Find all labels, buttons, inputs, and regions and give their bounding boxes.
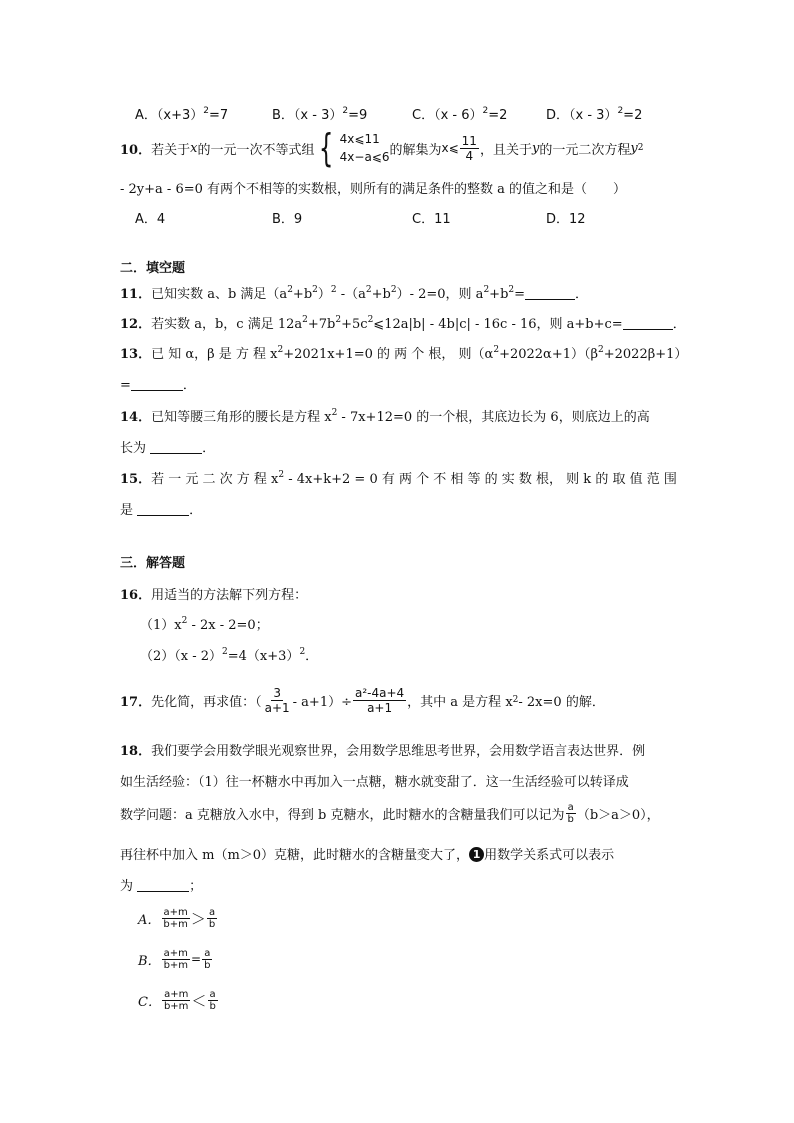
question-18-line1: 18．我们要学会用数学眼光观察世界，会用数学思维思考世界，会用数学语言表达世界．例	[120, 744, 646, 759]
answer-blank[interactable]	[150, 441, 202, 454]
q9-option-b: B．（x - 3）$^2$=9	[272, 106, 368, 123]
question-12: 12．若实数 a，b，c 满足 $12a^2+7b^2+5c^2⩽12a|b| - 4b|c| - 16c - 16$，则 a+b+c= ．	[120, 315, 686, 332]
question-15-line2: 是 ．	[120, 503, 203, 518]
fraction-a2-4a-4-over-a-plus-1: $\frac{\text{a²-4a+4}}{a+1}$	[355, 685, 405, 715]
fraction-a-plus-m-over-b-plus-m: $\frac{a+m}{b+m}$	[163, 906, 188, 930]
fraction-a-plus-m-over-b-plus-m: $\frac{a+m}{b+m}$	[163, 988, 189, 1012]
fraction-a-over-b: $\frac{a}{b}$	[567, 801, 574, 825]
question-17: 17． 先化简，再求值：（ $\frac{3}{a+1}$ - a+1）÷ $\frac{\text{a²-4a+4}}{a+1}$ ，其中 a 是方程 x 2 - 2x=0 的解．	[120, 685, 605, 715]
fraction-a-plus-m-over-b-plus-m: $\frac{a+m}{b+m}$	[163, 947, 189, 971]
question-11: 11．已知实数 a、b 满足$(a^2+b^2)^2$ $-(a^2+b^2)-$ 2=0，则 $a^2+b^2=$ ．	[120, 285, 589, 302]
answer-blank[interactable]	[525, 287, 575, 300]
section-heading-fill-blank: 二．填空题	[120, 261, 186, 276]
question-16: 16．用适当的方法解下列方程：	[120, 588, 308, 603]
question-18-line2: 如生活经验：（1）往一杯糖水中再加入一点糖，糖水就变甜了．这一生活经验可以转译成	[120, 775, 629, 790]
inequality-system: { 4x⩽11 4x−a⩽6	[319, 126, 390, 170]
q10-line2: - 2y+a - 6=0 有两个不相等的实数根，则所有的满足条件的整数 a 的值之和是（ ）	[120, 182, 627, 197]
question-18-line4: 再往杯中加入 m（m＞0）克糖，此时糖水的含糖量变大了， 1 用数学关系式可以表示	[120, 848, 615, 863]
question-18-line5: 为 ；	[120, 879, 203, 894]
answer-blank[interactable]	[131, 378, 183, 391]
q18-option-a: A． $\frac{a+m}{b+m}$ ＞ $\frac{a}{b}$	[138, 906, 216, 930]
answer-blank[interactable]	[137, 879, 189, 892]
question-15: 15．若 一 元 二 次 方 程 $x^2 - 4x+k+2 = 0$ 有 两 个 不 相 等 的 实 数 根， 则 k 的 取 值 范 围	[120, 470, 677, 487]
fraction-a-over-b: $\frac{a}{b}$	[204, 947, 211, 971]
q9-option-a: A．$(x+3)^2=7$	[135, 106, 229, 123]
q10-option-b: B．9	[272, 212, 303, 227]
question-14-line2: 长为 ．	[120, 441, 216, 456]
question-13-line2: = ．	[120, 378, 196, 393]
section-heading-solve: 三．解答题	[120, 556, 186, 571]
fraction-a-over-b: $\frac{a}{b}$	[208, 906, 216, 930]
q9-option-c: C．（x - 6）$^2$=2	[412, 106, 508, 123]
question-13: 13．已 知 α，β 是 方 程 $x^2+2021x+1=0$ 的 两 个 根， 则$(\alpha^2+2022\alpha+1)(\beta^2+2022\beta+1)$	[120, 345, 688, 362]
fraction-3-over-a-plus-1: $\frac{3}{a+1}$	[264, 685, 290, 715]
question-16-part1: $(1)x^2 - 2x - 2=0$；	[140, 616, 269, 633]
question-14: 14．已知等腰三角形的腰长是方程 $x^2 - 7x+12=0$ 的一个根，其底边长为 6，则底边上的高	[120, 408, 650, 425]
answer-blank[interactable]	[623, 317, 673, 330]
fraction-a-over-b: $\frac{a}{b}$	[209, 988, 216, 1012]
q10-option-a: A．4	[135, 212, 166, 227]
q18-option-c: C． $\frac{a+m}{b+m}$ ＜ $\frac{a}{b}$	[138, 988, 216, 1012]
q9-option-d: D．（x - 3）$^2$=2	[546, 106, 643, 123]
fraction-11-4: $\frac{11}{4}$	[461, 133, 477, 163]
question-16-part2: $(2)(x - 2)^2=4(x+3)^2$．	[140, 647, 319, 664]
circled-number-one: 1	[469, 847, 484, 862]
q18-option-b: B． $\frac{a+m}{b+m}$ = $\frac{a}{b}$	[138, 947, 211, 971]
q10-line1: 10． 若关于 x 的一元一次不等式组 { 4x⩽11 4x−a⩽6 的解集为 x⩽ $\frac{11}{4}$ ，且关于 y 的一元二次方程 y 2	[120, 126, 644, 170]
q10-option-d: D．12	[546, 212, 586, 227]
question-18-line3: 数学问题：a 克糖放入水中，得到 b 克糖水，此时糖水的含糖量我们可以记为 $\frac{a}{b}$ （b＞a＞0），	[120, 801, 660, 825]
q10-option-c: C．11	[412, 212, 451, 227]
answer-blank[interactable]	[137, 503, 189, 516]
